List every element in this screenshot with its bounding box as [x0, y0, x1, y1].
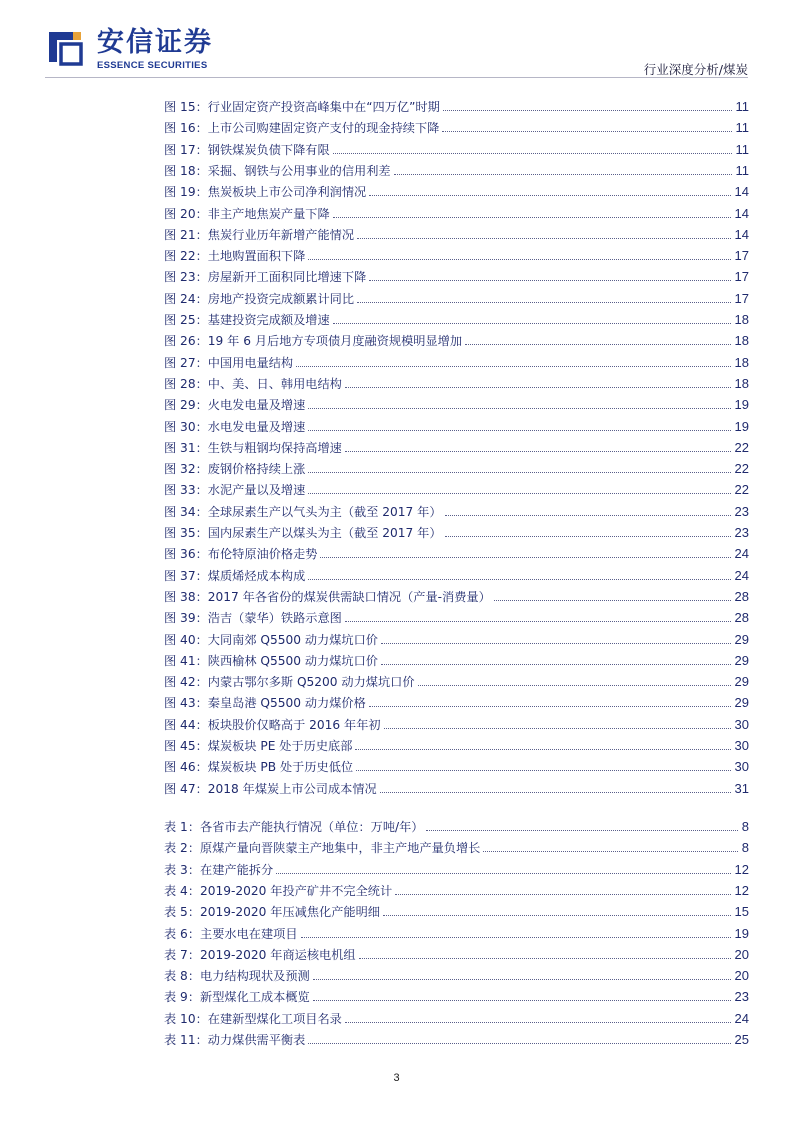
figure-entry[interactable] [164, 482, 749, 498]
dot-leader [308, 258, 730, 260]
figure-entry[interactable] [164, 589, 749, 605]
dot-leader [308, 578, 730, 580]
dot-leader [345, 620, 731, 622]
entry-label: 图 18：采掘、钢铁与公用事业的信用利差 [164, 163, 391, 178]
entry-label: 图 37：煤质烯烃成本构成 [164, 568, 306, 583]
dot-leader [494, 599, 731, 601]
table-entry[interactable] [164, 947, 749, 963]
entry-label: 图 40：大同南郊 Q5500 动力煤坑口价 [164, 632, 378, 647]
figure-entry[interactable] [164, 120, 749, 136]
entry-label: 图 42：内蒙古鄂尔多斯 Q5200 动力煤坑口价 [164, 675, 415, 690]
entry-label: 表 2：原煤产量向晋陕蒙主产地集中，非主产地产量负增长 [164, 841, 481, 856]
entry-label: 图 19：焦炭板块上市公司净利润情况 [164, 185, 367, 200]
dot-leader [426, 829, 737, 831]
dot-leader [369, 194, 730, 196]
dot-leader [359, 957, 731, 959]
figure-entry[interactable] [164, 568, 749, 584]
entry-label: 表 6：主要水电在建项目 [164, 926, 298, 941]
entry-label: 图 41：陕西榆林 Q5500 动力煤坑口价 [164, 653, 378, 668]
entry-page-number: 8 [741, 840, 749, 856]
entry-page-number: 24 [734, 567, 749, 583]
figure-entry[interactable] [164, 717, 749, 733]
figure-entry[interactable] [164, 355, 749, 371]
entry-page-number: 24 [734, 546, 749, 562]
entry-page-number: 24 [734, 1010, 749, 1026]
entry-label: 图 35：国内尿素生产以煤头为主（截至 2017 年） [164, 526, 442, 540]
entry-label: 图 28：中、美、日、韩用电结构 [164, 376, 342, 391]
entry-page-number: 22 [734, 482, 749, 498]
dot-leader [357, 301, 731, 303]
entry-label: 表 9：新型煤化工成本概览 [164, 990, 310, 1005]
figure-entry[interactable] [164, 546, 749, 562]
company-name-cn: 安信证券 [97, 27, 213, 58]
figure-entry[interactable] [164, 759, 749, 775]
entry-label: 图 47：2018 年煤炭上市公司成本情况 [164, 781, 377, 796]
dot-leader [394, 173, 732, 175]
dot-leader [369, 705, 731, 707]
figure-entry[interactable] [164, 397, 749, 413]
entry-label: 表 11：动力煤供需平衡表 [164, 1033, 306, 1047]
entry-page-number: 29 [734, 631, 749, 647]
dot-leader [308, 471, 730, 473]
figure-entry[interactable] [164, 206, 749, 222]
dot-leader [333, 152, 732, 154]
entry-page-number: 23 [734, 503, 749, 519]
entry-page-number: 30 [734, 738, 749, 753]
figure-entry[interactable] [164, 248, 749, 264]
page-number: 3 [393, 1072, 400, 1084]
dot-leader [308, 407, 730, 409]
entry-page-number: 15 [734, 904, 749, 920]
figure-entry[interactable] [164, 333, 749, 349]
dot-leader [384, 727, 731, 729]
dot-leader [333, 322, 731, 324]
figure-entry[interactable] [164, 695, 749, 711]
figure-entry[interactable] [164, 291, 749, 307]
figure-entry[interactable] [164, 504, 749, 520]
entry-label: 图 23：房屋新开工面积同比增速下降 [164, 270, 367, 285]
figure-entry[interactable] [164, 440, 749, 456]
entry-label: 图 21：焦炭行业历年新增产能情况 [164, 227, 355, 242]
dot-leader [296, 365, 730, 367]
entry-page-number: 18 [734, 354, 749, 370]
entry-label: 图 22：土地购置面积下降 [164, 249, 306, 264]
dot-leader [383, 914, 731, 916]
entry-page-number: 31 [734, 780, 749, 796]
dot-leader [345, 450, 731, 452]
entry-label: 表 8：电力结构现状及预测 [164, 969, 310, 984]
dot-leader [308, 492, 730, 494]
entry-page-number: 19 [734, 397, 749, 413]
entry-label: 图 31：生铁与粗钢均保持高增速 [164, 440, 342, 455]
dot-leader [308, 1042, 730, 1044]
entry-page-number: 18 [734, 312, 749, 327]
figure-entry[interactable] [164, 653, 749, 669]
entry-page-number: 23 [734, 525, 749, 540]
entry-page-number: 12 [734, 861, 749, 877]
dot-leader [465, 343, 731, 345]
entry-page-number: 28 [734, 610, 749, 626]
header-divider [45, 77, 748, 78]
dot-leader [369, 279, 730, 281]
entry-page-number: 11 [735, 120, 749, 136]
figure-entry[interactable] [164, 781, 749, 797]
entry-label: 图 26：19 年 6 月后地方专项债月度融资规模明显增加 [164, 334, 463, 349]
entry-label: 图 15：行业固定资产投资高峰集中在“四万亿”时期 [164, 100, 440, 114]
entry-page-number: 17 [734, 248, 749, 264]
entry-page-number: 29 [734, 674, 749, 690]
essence-logo-icon [45, 28, 85, 68]
figure-entry[interactable] [164, 142, 749, 158]
entry-page-number: 14 [734, 205, 749, 221]
figure-entry[interactable] [164, 376, 749, 392]
dot-leader [313, 978, 731, 980]
table-entry[interactable] [164, 989, 749, 1005]
entry-label: 表 7：2019-2020 年商运核电机组 [164, 947, 356, 962]
dot-leader [276, 872, 730, 874]
entry-label: 图 33：水泥产量以及增速 [164, 483, 306, 498]
entry-label: 图 39：浩吉（蒙华）铁路示意图 [164, 611, 342, 626]
figure-entry[interactable] [164, 525, 749, 541]
figure-entry[interactable] [164, 419, 749, 435]
table-entry[interactable] [164, 1032, 749, 1048]
entry-page-number: 14 [734, 226, 749, 242]
table-entry[interactable] [164, 1011, 749, 1027]
dot-leader [483, 850, 737, 852]
entry-page-number: 19 [734, 418, 749, 434]
dot-leader [333, 216, 731, 218]
section-tag: 行业深度分析/煤炭 [643, 62, 748, 77]
entry-page-number: 11 [735, 141, 749, 157]
entry-page-number: 22 [734, 439, 749, 455]
entry-page-number: 23 [734, 989, 749, 1005]
dot-leader [357, 237, 731, 239]
dot-leader [445, 535, 731, 537]
figure-entry[interactable] [164, 312, 749, 328]
entry-page-number: 30 [734, 759, 749, 775]
entry-page-number: 20 [734, 946, 749, 962]
dot-leader [442, 130, 731, 132]
dot-leader [345, 386, 731, 388]
figure-entry[interactable] [164, 674, 749, 690]
entry-label: 图 44：板块股价仅略高于 2016 年年初 [164, 717, 381, 732]
entry-label: 表 4：2019-2020 年投产矿井不完全统计 [164, 883, 393, 898]
entry-page-number: 17 [734, 269, 749, 285]
entry-page-number: 22 [734, 461, 749, 477]
entry-label: 图 20：非主产地焦炭产量下降 [164, 206, 330, 221]
dot-leader [301, 936, 731, 938]
entry-label: 图 24：房地产投资完成额累计同比 [164, 291, 355, 306]
entry-label: 图 17：钢铁煤炭负债下降有限 [164, 142, 330, 157]
dot-leader [381, 642, 731, 644]
dot-leader [445, 514, 731, 516]
table-entry[interactable] [164, 840, 749, 856]
entry-label: 表 1：各省市去产能执行情况（单位：万吨/年） [164, 820, 424, 834]
entry-label: 表 10：在建新型煤化工项目名录 [164, 1011, 342, 1026]
dot-leader [418, 684, 731, 686]
entry-page-number: 25 [734, 1032, 749, 1047]
entry-label: 图 32：废钢价格持续上涨 [164, 462, 306, 477]
entry-label: 图 27：中国用电量结构 [164, 355, 294, 370]
entry-page-number: 19 [734, 925, 749, 941]
figure-entry[interactable] [164, 227, 749, 243]
dot-leader [345, 1021, 731, 1023]
dot-leader [356, 769, 730, 771]
table-entry[interactable] [164, 926, 749, 942]
entry-label: 图 30：水电发电量及增速 [164, 419, 306, 434]
figure-entry[interactable] [164, 610, 749, 626]
entry-label: 图 34：全球尿素生产以气头为主（截至 2017 年） [164, 504, 442, 519]
entry-label: 图 16：上市公司购建固定资产支付的现金持续下降 [164, 121, 440, 136]
table-entry[interactable] [164, 904, 749, 920]
entry-page-number: 29 [734, 695, 749, 711]
dot-leader [308, 429, 730, 431]
figure-entry[interactable] [164, 99, 749, 115]
company-name-en: ESSENCE SECURITIES [97, 60, 208, 71]
entry-page-number: 29 [734, 652, 749, 668]
entry-label: 表 5：2019-2020 年压减焦化产能明细 [164, 905, 380, 920]
dot-leader [313, 999, 731, 1001]
dot-leader [380, 791, 731, 793]
entry-label: 图 29：火电发电量及增速 [164, 398, 306, 413]
entry-label: 图 38：2017 年各省份的煤炭供需缺口情况（产量-消费量） [164, 589, 491, 604]
entry-label: 图 46：煤炭板块 PB 处于历史低位 [164, 760, 354, 775]
entry-page-number: 28 [734, 588, 749, 604]
entry-page-number: 11 [735, 99, 749, 114]
figure-entry[interactable] [164, 632, 749, 648]
entry-label: 图 45：煤炭板块 PE 处于历史底部 [164, 739, 353, 753]
entry-page-number: 20 [734, 968, 749, 984]
dot-leader [395, 893, 730, 895]
entry-page-number: 12 [734, 882, 749, 898]
dot-leader [320, 556, 730, 558]
dot-leader [355, 748, 730, 750]
figure-entry[interactable] [164, 163, 749, 179]
entry-page-number: 17 [734, 290, 749, 306]
entry-page-number: 18 [734, 375, 749, 391]
table-entry[interactable] [164, 862, 749, 878]
dot-leader [443, 109, 732, 111]
dot-leader [381, 663, 731, 665]
entry-page-number: 18 [734, 333, 749, 349]
entry-label: 表 3：在建产能拆分 [164, 862, 274, 877]
entry-page-number: 8 [741, 819, 749, 834]
entry-page-number: 14 [734, 184, 749, 200]
figure-entry[interactable] [164, 184, 749, 200]
entry-label: 图 25：基建投资完成额及增速 [164, 313, 330, 327]
entry-label: 图 43：秦皇岛港 Q5500 动力煤价格 [164, 696, 366, 711]
figure-entry[interactable] [164, 461, 749, 477]
entry-label: 图 36：布伦特原油价格走势 [164, 547, 318, 562]
figure-entry[interactable] [164, 269, 749, 285]
page-header [0, 0, 793, 80]
table-entry[interactable] [164, 883, 749, 899]
table-entry[interactable] [164, 819, 749, 835]
entry-page-number: 11 [735, 162, 749, 178]
figure-entry[interactable] [164, 738, 749, 754]
table-entry[interactable] [164, 968, 749, 984]
entry-page-number: 30 [734, 716, 749, 732]
